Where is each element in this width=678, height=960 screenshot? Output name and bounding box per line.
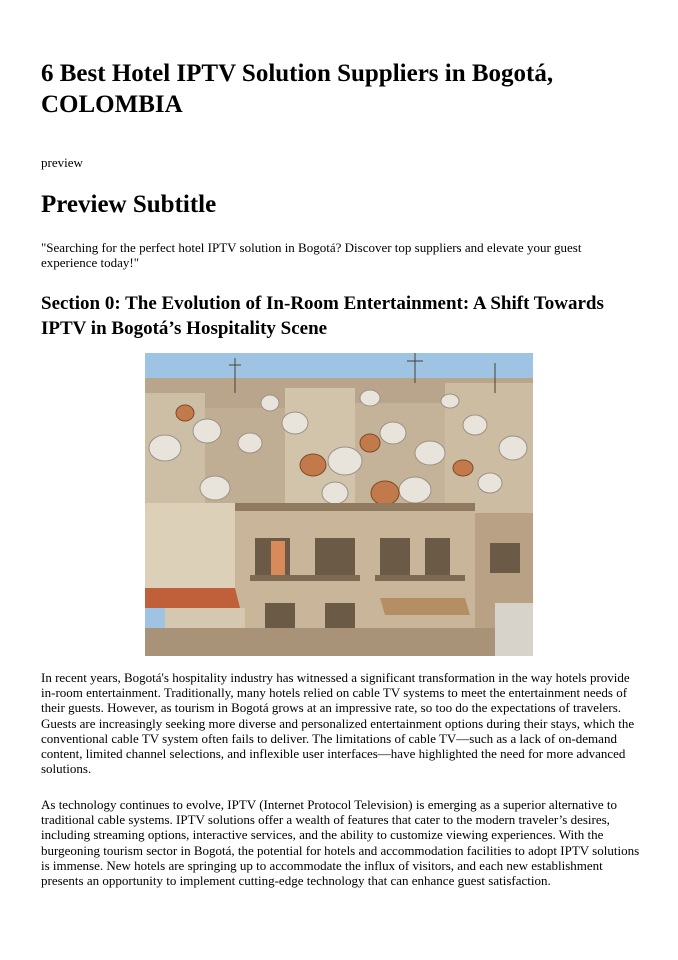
photo-illustration: [145, 353, 533, 656]
page-title: 6 Best Hotel IPTV Solution Suppliers in Bogotá, COLOMBIA: [41, 60, 554, 118]
paragraph-1: In recent years, Bogotá's hospitality industry has witnessed a significant transformation in the way hotels provide in-room entertainment. Traditionally, many hotels relied on cable TV systems to meet the entertainment needs of their guests. However, as tourism in Bogotá grows at an impressive rate, so too do the expectations of travelers. Guests are increasingly seeking more diverse and personalized entertainment options during their stays, which the conventional cable TV system often fails to deliver. The limitations of cable TV—such as a lack of on-demand content, limited channel selections, and inflexible user interfaces—have highlighted the need for more advanced solutions.: [41, 670, 635, 777]
rooftop-satellite-dishes-photo: [145, 353, 533, 656]
paragraph-2: As technology continues to evolve, IPTV (Internet Protocol Television) is emerging as a superior alternative to traditional cable systems. IPTV solutions offer a wealth of features that cater to the modern traveler’s desires, including streaming options, interactive services, and the ability to customize viewing experiences. With the burgeoning tourism sector in Bogotá, the potential for hotels and accommodation facilities to adopt IPTV solutions is immense. New hotels are springing up to accommodate the influx of visitors, and each new establishment presents an opportunity to implement cutting-edge technology that can enhance guest satisfaction.: [41, 797, 640, 889]
intro-quote: "Searching for the perfect hotel IPTV solution in Bogotá? Discover top suppliers and elevate your guest experience today!": [41, 240, 582, 270]
section-heading: Section 0: The Evolution of In-Room Entertainment: A Shift Towards IPTV in Bogotá’s Hospitality Scene: [41, 293, 604, 339]
preview-label: preview: [41, 155, 83, 170]
preview-subtitle: Preview Subtitle: [41, 191, 217, 218]
